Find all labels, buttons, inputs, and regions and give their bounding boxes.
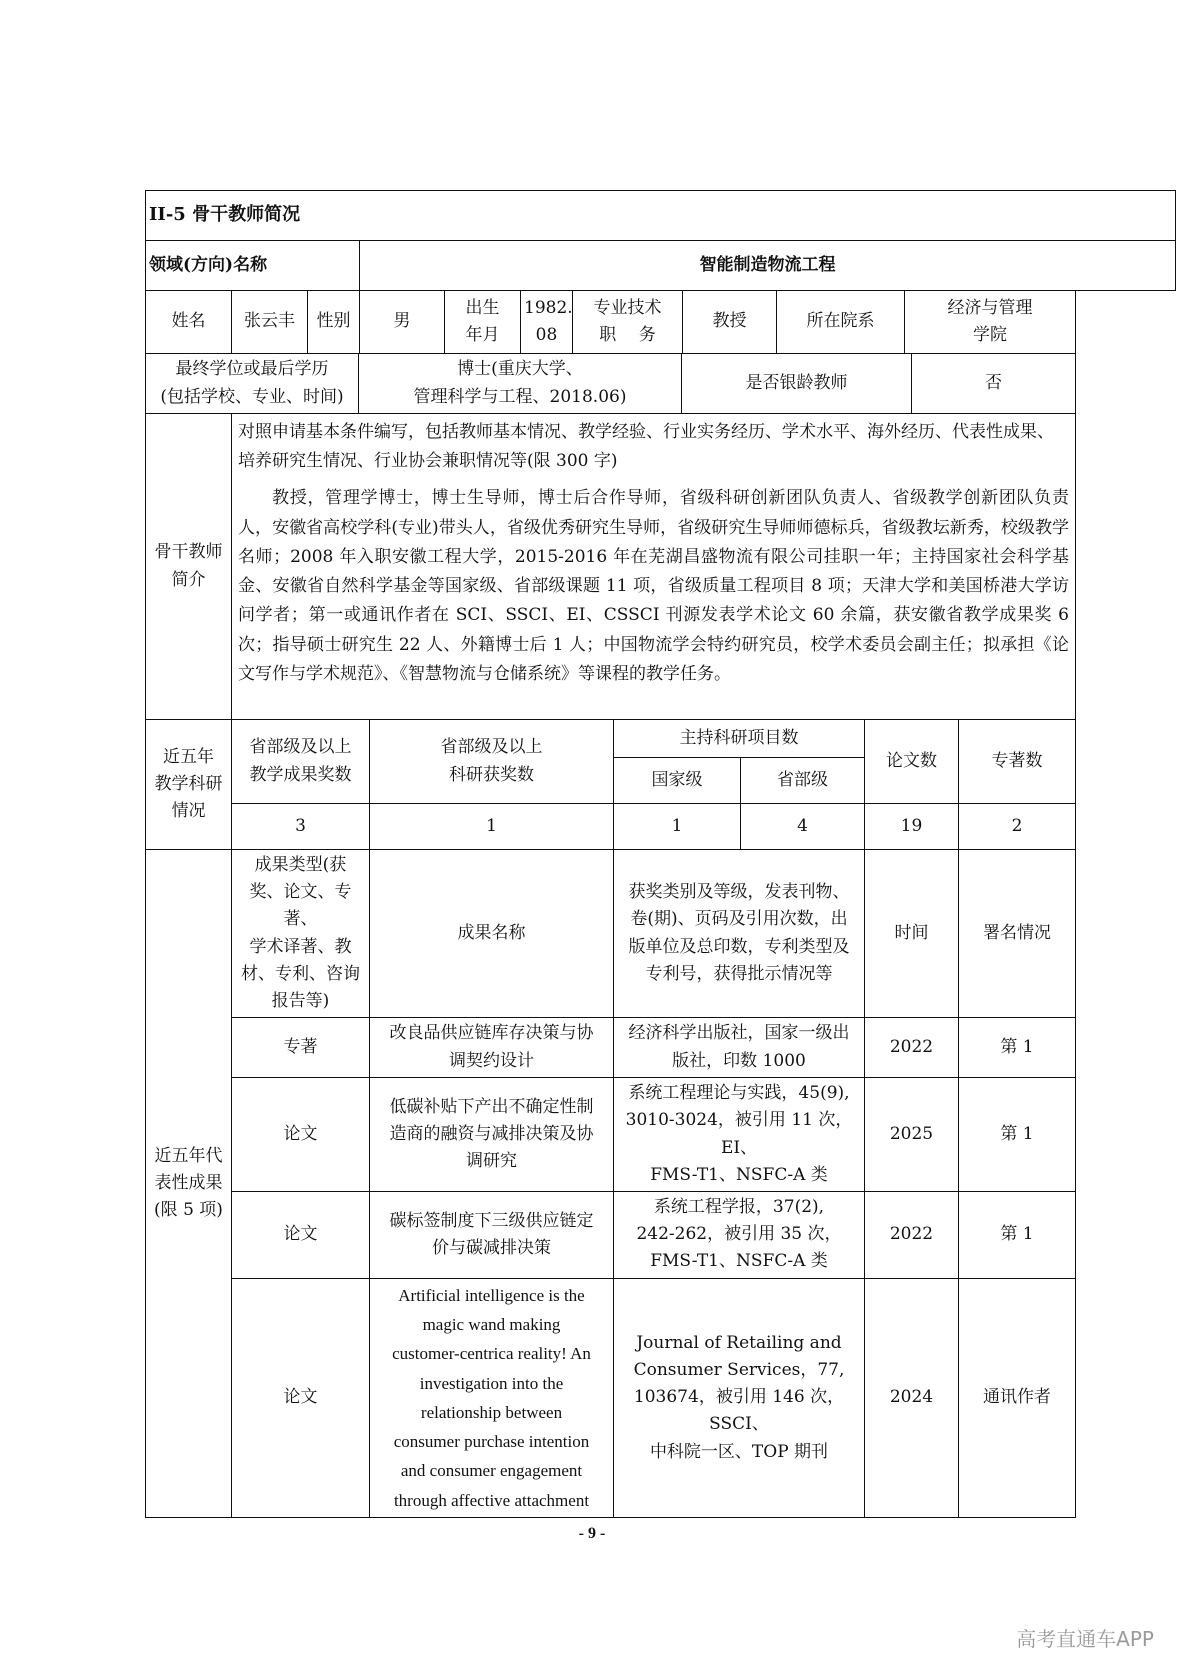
row-detail-line: 103674，被引用 146 次，SSCI、 xyxy=(633,1387,845,1435)
college-value-line2: 学院 xyxy=(973,325,1007,345)
books-value: 2 xyxy=(959,804,1076,850)
teaching-awards-header xyxy=(232,720,370,804)
header-type-line: 学术译著、教 xyxy=(249,936,352,957)
provincial-projects-value: 4 xyxy=(741,804,865,850)
stats-label-line2: 教学科研 xyxy=(154,773,223,794)
header-time: 时间 xyxy=(865,850,959,1018)
degree-value-line1: 博士(重庆大学、 xyxy=(457,359,583,380)
senior-teacher-value: 否 xyxy=(912,354,1076,414)
achievement-row xyxy=(146,1191,1076,1278)
row-name-line: 碳标签制度下三级供应链定 xyxy=(389,1210,594,1231)
row-sign: 通讯作者 xyxy=(959,1278,1076,1517)
bio-label-line1: 骨干教师 xyxy=(154,542,223,563)
teaching-awards-header-line2: 教学成果奖数 xyxy=(249,764,352,785)
row-detail-line: 系统工程学报，37(2), xyxy=(653,1197,825,1218)
header-detail-line: 卷(期)、页码及引用次数，出 xyxy=(630,909,848,930)
degree-label-line1: 最终学位或最后学历 xyxy=(175,359,329,380)
row-sign: 第 1 xyxy=(959,1018,1076,1078)
row-sign: 第 1 xyxy=(959,1191,1076,1278)
header-type-line: 材、专利、咨询 xyxy=(241,963,360,984)
name-value: 张云丰 xyxy=(232,291,308,354)
header-type-line: 成果类型(获 xyxy=(254,855,347,875)
name-label: 姓名 xyxy=(146,291,232,354)
gender-label: 性别 xyxy=(308,291,360,354)
row-time: 2022 xyxy=(865,1191,959,1278)
achievement-row xyxy=(146,1278,1076,1517)
achievements-label-line1: 近五年代 xyxy=(154,1145,223,1166)
stats-table xyxy=(145,719,1076,850)
row-detail-line: 242-262，被引用 35 次， xyxy=(636,1224,842,1245)
row-type: 论文 xyxy=(232,1278,370,1517)
header-sign: 署名情况 xyxy=(959,850,1076,1018)
title-label-line2: 职 务 xyxy=(599,325,656,345)
research-awards-header-line2: 科研获奖数 xyxy=(449,764,534,785)
title-value: 教授 xyxy=(683,291,777,354)
row-name-line: and consumer engagement xyxy=(400,1461,583,1481)
bio-instruction: 对照申请基本条件编写，包括教师基本情况、教学经验、行业实务经历、学术水平、海外经历、代表性成果、培养研究生情况、行业协会兼职情况等(限 300 字) xyxy=(238,422,1054,472)
achievements-table xyxy=(145,849,1076,1518)
row-name-line: Artificial intelligence is the xyxy=(398,1285,585,1305)
stats-label-line1: 近五年 xyxy=(163,746,214,767)
row-time: 2025 xyxy=(865,1078,959,1192)
row-name xyxy=(370,1278,614,1517)
achievements-label-line3: (限 5 项) xyxy=(154,1199,223,1220)
bio-table xyxy=(145,413,1076,720)
header-detail-line: 版单位及总印数，专利类型及 xyxy=(628,936,850,957)
achievements-label-line2: 表性成果 xyxy=(154,1172,223,1193)
teaching-awards-header-line1: 省部级及以上 xyxy=(249,737,352,758)
row-name-line: 价与碳减排决策 xyxy=(432,1237,551,1258)
row-name-line: consumer purchase intention xyxy=(393,1432,590,1452)
degree-label-line2: (包括学校、专业、时间) xyxy=(160,386,344,407)
national-projects-value: 1 xyxy=(614,804,741,850)
row-sign: 第 1 xyxy=(959,1078,1076,1192)
page-number: - 9 - xyxy=(578,1525,606,1542)
row-name-line: relationship between xyxy=(420,1402,563,1422)
research-awards-value: 1 xyxy=(370,804,614,850)
row-detail-line: 版社，印数 1000 xyxy=(672,1050,806,1071)
section-title: II-5 骨干教师简况 xyxy=(146,191,1176,241)
college-value xyxy=(905,291,1076,354)
degree-value xyxy=(359,354,682,414)
row-name xyxy=(370,1018,614,1078)
birth-label-line2: 年月 xyxy=(465,325,500,345)
projects-header: 主持科研项目数 xyxy=(614,720,865,758)
row-name-line: 调契约设计 xyxy=(449,1050,534,1071)
row-name-line: 改良品供应链库存决策与协 xyxy=(389,1023,594,1044)
title-label-line1: 专业技术 xyxy=(593,297,662,318)
achievement-row xyxy=(146,1078,1076,1192)
row-detail-line: FMS-T1、NSFC-A 类 xyxy=(650,1164,828,1185)
row-detail xyxy=(614,1018,865,1078)
row-time: 2024 xyxy=(865,1278,959,1517)
birth-label-line1: 出生 xyxy=(465,297,500,318)
header-name: 成果名称 xyxy=(370,850,614,1018)
row-name xyxy=(370,1078,614,1192)
header-type-line: 奖、论文、专著、 xyxy=(249,882,352,930)
row-detail-line: FMS-T1、NSFC-A 类 xyxy=(650,1251,828,1272)
teaching-awards-value: 3 xyxy=(232,804,370,850)
row-name-line: 低碳补贴下产出不确定性制 xyxy=(389,1096,594,1117)
row-detail xyxy=(614,1278,865,1517)
row-type: 论文 xyxy=(232,1191,370,1278)
birth-value xyxy=(521,291,573,354)
achievements-label xyxy=(146,850,232,1518)
row-detail-line: 中科院一区、TOP 期刊 xyxy=(649,1441,829,1462)
row-name-line: investigation into the xyxy=(419,1373,564,1393)
bio-label-line2: 简介 xyxy=(171,569,206,590)
row-detail xyxy=(614,1078,865,1192)
row-type: 专著 xyxy=(232,1018,370,1078)
field-label: 领域(方向)名称 xyxy=(146,241,360,291)
college-value-line1: 经济与管理 xyxy=(947,297,1033,318)
header-detail xyxy=(614,850,865,1018)
national-projects-header: 国家级 xyxy=(614,758,741,804)
teacher-profile-table xyxy=(145,190,1176,291)
row-name-line: 调研究 xyxy=(466,1151,517,1172)
header-type xyxy=(232,850,370,1018)
birth-value-line2: 08 xyxy=(535,325,558,345)
row-detail-line: Consumer Services，77, xyxy=(633,1360,845,1381)
title-label xyxy=(573,291,683,354)
research-awards-header xyxy=(370,720,614,804)
provincial-projects-header: 省部级 xyxy=(741,758,865,804)
row-name xyxy=(370,1191,614,1278)
app-watermark: 高考直通车APP xyxy=(1016,1627,1154,1651)
field-value: 智能制造物流工程 xyxy=(360,241,1176,291)
senior-teacher-label: 是否银龄教师 xyxy=(682,354,912,414)
header-detail-line: 获奖类别及等级，发表刊物、 xyxy=(628,882,850,903)
birth-value-line1: 1982. xyxy=(524,297,573,318)
papers-value: 19 xyxy=(865,804,959,850)
row-time: 2022 xyxy=(865,1018,959,1078)
stats-label xyxy=(146,720,232,850)
bio-content xyxy=(232,414,1076,720)
row-detail-line: 系统工程理论与实践，45(9), xyxy=(628,1083,850,1104)
row-name-line: 造商的融资与减排决策及协 xyxy=(389,1123,594,1144)
row-detail-line: 经济科学出版社，国家一级出 xyxy=(628,1023,850,1044)
college-label: 所在院系 xyxy=(777,291,905,354)
row-detail xyxy=(614,1191,865,1278)
degree-label xyxy=(146,354,359,414)
books-header: 专著数 xyxy=(959,720,1076,804)
row-name-line: magic wand making xyxy=(422,1315,561,1335)
birth-label xyxy=(445,291,521,354)
row-name-line: customer-centrica reality! An xyxy=(392,1344,591,1364)
degree-table xyxy=(145,353,1076,414)
degree-value-line2: 管理科学与工程、2018.06) xyxy=(413,386,627,407)
bio-text: 教授，管理学博士，博士生导师，博士后合作导师，省级科研创新团队负责人、省级教学创新团队负责人，安徽省高校学科(专业)带头人，省级优秀研究生导师，省级研究生导师师德标兵，省级教坛新秀，校级教学名师；2008 年入职安徽工程大学，2015-2016 年在芜湖昌盛物流有限公司挂职一年；主持国家社会科学基金、安徽省自然科学基金等国家级、省部级课题 11 项，省级质量工程项目 8 项；天津大学和美国桥港大学访问学者；第一或通讯作者在 SCI、SSCI、EI、CSSCI 刊源发表学术论文 60 余篇，获安徽省教学成果奖 6 次；指导硕士研究生 22 人、外籍博士后 1 人；中国物流学会特约研究员，校学术委员会副主任；拟承担《论文写作与学术规范》、《智慧物流与仓储系统》等课程的教学任务。 xyxy=(238,488,1069,684)
stats-label-line3: 情况 xyxy=(171,801,206,822)
gender-value: 男 xyxy=(360,291,445,354)
achievement-row xyxy=(146,1018,1076,1078)
row-detail-line: 3010-3024，被引用 11 次，EI、 xyxy=(625,1110,853,1158)
row-name-line: through affective attachment xyxy=(393,1490,590,1510)
row-type: 论文 xyxy=(232,1078,370,1192)
personal-info-table xyxy=(145,290,1076,354)
header-type-line: 报告等) xyxy=(271,990,330,1011)
bio-label xyxy=(146,414,232,720)
row-detail-line: Journal of Retailing and xyxy=(636,1332,842,1353)
header-detail-line: 专利号，获得批示情况等 xyxy=(645,963,833,984)
papers-header: 论文数 xyxy=(865,720,959,804)
research-awards-header-line1: 省部级及以上 xyxy=(440,737,543,758)
